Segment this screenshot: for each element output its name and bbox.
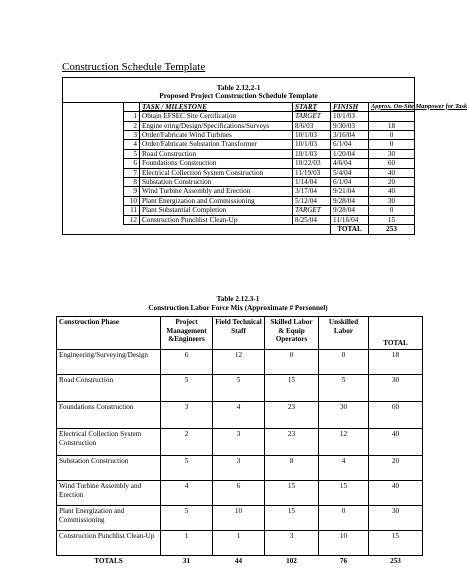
row-finish: 5/4/04 xyxy=(331,168,369,177)
header-manpower: Approx. On-Site Manpower for Task xyxy=(369,102,415,111)
header-phase: Construction Phase xyxy=(57,317,161,350)
cell-unskilled: 30 xyxy=(319,402,369,429)
row-manpower: 60 xyxy=(369,159,415,168)
cell-field: 3 xyxy=(213,429,265,456)
row-start: 5/12/04 xyxy=(293,196,331,205)
table1-total-label: TOTAL xyxy=(331,225,369,234)
row-task: Obtain EFSEC Site Certification xyxy=(140,112,293,121)
cell-field: 6 xyxy=(213,481,265,506)
cell-pm: 6 xyxy=(161,350,213,375)
cell-unskilled: 0 xyxy=(319,506,369,531)
table2-caption-number: Table 2.12.3-1 xyxy=(216,295,260,303)
row-finish: 11/16/04 xyxy=(331,215,369,224)
table-row xyxy=(63,131,415,140)
row-number: 11 xyxy=(124,206,140,215)
cell-total: 30 xyxy=(369,375,423,402)
page-title: Construction Schedule Template xyxy=(62,61,206,73)
row-spacer xyxy=(63,159,124,168)
row-number: 3 xyxy=(124,131,140,140)
table-row xyxy=(57,350,423,375)
cell-skilled: 8 xyxy=(265,456,319,481)
header-task: TASK / MILESTONE xyxy=(140,102,293,111)
row-task: Engine ering/Design/Specifications/Surveys xyxy=(140,121,293,130)
cell-total: 40 xyxy=(369,481,423,506)
table-row xyxy=(57,429,423,456)
row-spacer xyxy=(63,149,124,158)
header-unskilled-labor: Unskilled Labor xyxy=(319,317,369,350)
cell-pm: 2 xyxy=(161,429,213,456)
table-row xyxy=(63,168,415,177)
cell-field: 4 xyxy=(213,402,265,429)
row-start: TARGET xyxy=(293,112,331,121)
cell-pm: 4 xyxy=(161,481,213,506)
table-row xyxy=(63,140,415,149)
row-manpower xyxy=(369,112,415,121)
row-start: 1/14/04 xyxy=(293,178,331,187)
row-manpower: 18 xyxy=(369,121,415,130)
row-task: Road Construction xyxy=(140,149,293,158)
row-start: 11/19/03 xyxy=(293,168,331,177)
row-manpower: 40 xyxy=(369,187,415,196)
header-total: TOTAL xyxy=(369,317,423,350)
cell-total: 20 xyxy=(369,456,423,481)
row-spacer xyxy=(63,215,124,224)
row-number: 4 xyxy=(124,140,140,149)
cell-unskilled: 5 xyxy=(319,375,369,402)
cell-skilled: 3 xyxy=(265,531,319,556)
row-task: Order/Fabricate Wind Turbines xyxy=(140,131,293,140)
row-start: 10/22/03 xyxy=(293,159,331,168)
table-row xyxy=(57,506,423,531)
cell-phase: Electrical Collection System Construction xyxy=(57,429,161,456)
labor-force-table xyxy=(56,316,423,567)
row-manpower: 0 xyxy=(369,140,415,149)
cell-pm: 5 xyxy=(161,506,213,531)
row-number: 1 xyxy=(124,112,140,121)
cell-phase: Engineering/Surveying/Design xyxy=(57,350,161,375)
row-spacer xyxy=(63,140,124,149)
cell-phase: Plant Energization and Commissioning xyxy=(57,506,161,531)
row-number: 12 xyxy=(124,215,140,224)
header-field-staff: Field Technical Staff xyxy=(213,317,265,350)
row-spacer xyxy=(63,168,124,177)
cell-skilled: 23 xyxy=(265,429,319,456)
cell-phase: Road Construction xyxy=(57,375,161,402)
row-start: 10/1/03 xyxy=(293,140,331,149)
totals-field: 44 xyxy=(234,557,243,565)
row-start: 8/6/03 xyxy=(293,121,331,130)
row-finish: 9/28/04 xyxy=(331,196,369,205)
row-task: Plant Energization and Commissioning xyxy=(140,196,293,205)
row-manpower: 40 xyxy=(369,168,415,177)
cell-unskilled: 10 xyxy=(319,531,369,556)
row-number: 5 xyxy=(124,149,140,158)
row-number: 9 xyxy=(124,187,140,196)
row-number: 2 xyxy=(124,121,140,130)
row-task: Order/Fabricate Substation Transformer xyxy=(140,140,293,149)
row-spacer xyxy=(63,121,124,130)
cell-phase: Construction Punchlist Clean-Up xyxy=(57,531,161,556)
row-manpower: 20 xyxy=(369,178,415,187)
cell-unskilled: 12 xyxy=(319,429,369,456)
cell-pm: 5 xyxy=(161,456,213,481)
cell-field: 3 xyxy=(213,456,265,481)
table2-caption-title: Construction Labor Force Mix (Approximate # Personnel) xyxy=(148,304,328,312)
table-row xyxy=(63,206,415,215)
table-row xyxy=(63,178,415,187)
table2-caption xyxy=(62,295,414,313)
cell-skilled: 15 xyxy=(265,481,319,506)
row-finish: 9/28/04 xyxy=(331,206,369,215)
table-row xyxy=(63,187,415,196)
cell-field: 5 xyxy=(213,375,265,402)
header-skilled-labor: Skilled Labor & Equip Operators xyxy=(265,317,319,350)
row-number: 8 xyxy=(124,178,140,187)
table-row xyxy=(63,112,415,121)
row-start: 10/1/03 xyxy=(293,131,331,140)
table-row xyxy=(57,375,423,402)
cell-skilled: 15 xyxy=(265,506,319,531)
cell-pm: 5 xyxy=(161,375,213,402)
row-spacer xyxy=(63,206,124,215)
header-finish: FINISH xyxy=(331,102,369,111)
cell-total: 40 xyxy=(369,429,423,456)
row-start: 10/1/03 xyxy=(293,149,331,158)
table-row xyxy=(63,121,415,130)
cell-unskilled: 15 xyxy=(319,481,369,506)
totals-skilled: 102 xyxy=(286,557,297,565)
row-task: Foundations Construction xyxy=(140,159,293,168)
row-number: 6 xyxy=(124,159,140,168)
totals-pm: 31 xyxy=(182,557,191,565)
totals-label: TOTALS xyxy=(94,557,123,565)
row-task: Substation Construction xyxy=(140,178,293,187)
header-start: START xyxy=(293,102,331,111)
row-task: Construction Punchlist Clean-Up xyxy=(140,215,293,224)
row-manpower: 30 xyxy=(369,196,415,205)
row-finish: 3/16/04 xyxy=(331,131,369,140)
row-finish: 4/6/04 xyxy=(331,159,369,168)
table1-caption-number: Table 2.12.2-1 xyxy=(216,83,261,92)
row-spacer xyxy=(63,131,124,140)
row-spacer xyxy=(63,178,124,187)
row-spacer xyxy=(63,112,124,121)
table-row xyxy=(63,196,415,205)
cell-skilled: 15 xyxy=(265,375,319,402)
cell-field: 1 xyxy=(213,531,265,556)
row-start: TARGET xyxy=(293,206,331,215)
row-finish: 6/1/04 xyxy=(331,140,369,149)
row-spacer xyxy=(63,196,124,205)
cell-pm: 1 xyxy=(161,531,213,556)
table-row xyxy=(57,481,423,506)
cell-pm: 3 xyxy=(161,402,213,429)
table-row xyxy=(57,402,423,429)
row-finish: 1/20/04 xyxy=(331,149,369,158)
row-finish: 6/1/04 xyxy=(331,178,369,187)
cell-unskilled: 4 xyxy=(319,456,369,481)
table-row xyxy=(57,456,423,481)
construction-schedule-table xyxy=(62,77,467,235)
row-task: Wind Turbine Assembly and Erection xyxy=(140,187,293,196)
cell-phase: Wind Turbine Assembly and Erection xyxy=(57,481,161,506)
row-task: Electrical Collection System Construction xyxy=(140,168,293,177)
row-spacer xyxy=(63,187,124,196)
row-manpower: 0 xyxy=(369,131,415,140)
table1-total-value: 253 xyxy=(369,225,415,234)
table-row xyxy=(63,149,415,158)
cell-total: 15 xyxy=(369,531,423,556)
table1-caption-title: Proposed Project Construction Schedule Template xyxy=(159,91,318,101)
header-project-management: Project Management &Engineers xyxy=(161,317,213,350)
row-finish: 10/1/03 xyxy=(331,112,369,121)
table-row xyxy=(63,159,415,168)
row-manpower: 0 xyxy=(369,206,415,215)
row-finish: 9/21/04 xyxy=(331,187,369,196)
row-number: 10 xyxy=(124,196,140,205)
cell-skilled: 0 xyxy=(265,350,319,375)
cell-field: 10 xyxy=(213,506,265,531)
row-number: 7 xyxy=(124,168,140,177)
cell-phase: Foundations Construction xyxy=(57,402,161,429)
table-row xyxy=(57,531,423,556)
cell-skilled: 23 xyxy=(265,402,319,429)
row-start: 3/17/04 xyxy=(293,187,331,196)
row-start: 8/25/04 xyxy=(293,215,331,224)
cell-unskilled: 0 xyxy=(319,350,369,375)
cell-total: 18 xyxy=(369,350,423,375)
totals-total: 253 xyxy=(390,557,401,565)
totals-unskilled: 76 xyxy=(339,557,348,565)
cell-field: 12 xyxy=(213,350,265,375)
row-finish: 9/30/03 xyxy=(331,121,369,130)
table-row xyxy=(63,215,415,224)
cell-total: 60 xyxy=(369,402,423,429)
cell-total: 30 xyxy=(369,506,423,531)
row-manpower: 30 xyxy=(369,149,415,158)
row-task: Plant Substantial Completion xyxy=(140,206,293,215)
cell-phase: Substation Construction xyxy=(57,456,161,481)
row-manpower: 15 xyxy=(369,215,415,224)
